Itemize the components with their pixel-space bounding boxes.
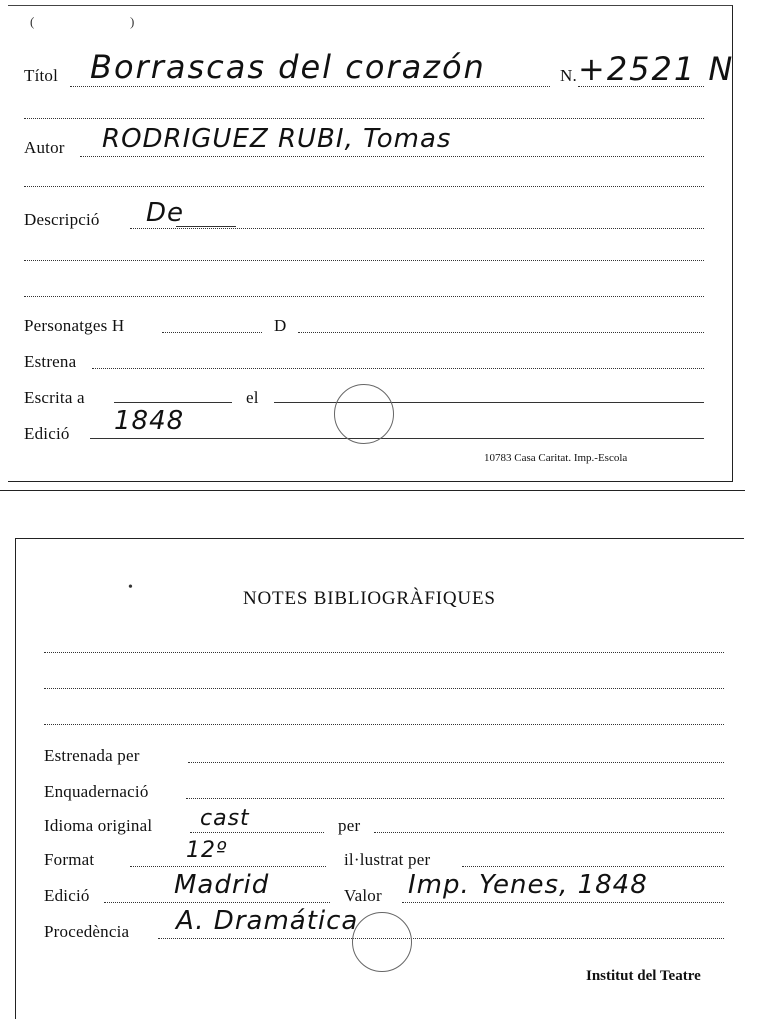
enquadernacio-line <box>186 798 724 799</box>
num-line <box>578 86 704 87</box>
valor-label: Valor <box>344 886 382 905</box>
personatges-d-label: D <box>274 316 287 335</box>
back-edicio-line <box>104 902 330 903</box>
blank-line <box>24 186 704 187</box>
blank-line <box>44 724 724 725</box>
escrita-line <box>114 402 232 403</box>
estrenada-line <box>188 762 724 763</box>
idioma-per-label: per <box>338 816 361 835</box>
escrita-label: Escrita a <box>24 388 85 407</box>
printer-footer: 10783 Casa Caritat. Imp.-Escola <box>484 452 628 464</box>
titol-value: Borrascas del corazón <box>90 48 486 86</box>
pen-stroke <box>176 226 236 227</box>
descripcio-value: De <box>146 198 185 228</box>
edicio-label: Edició <box>24 424 70 443</box>
stamp-circle <box>334 384 394 444</box>
institut-brand: Institut del Teatre <box>586 968 701 984</box>
corner-mark: ( <box>30 14 35 29</box>
notes-title: NOTES BIBLIOGRÀFIQUES <box>243 588 496 609</box>
personatges-d-line <box>298 332 704 333</box>
estrenada-label: Estrenada per <box>44 746 140 765</box>
corner-mark: ) <box>130 14 135 29</box>
num-value: +2521 N <box>578 50 735 88</box>
blank-line <box>24 118 704 119</box>
blank-line <box>44 652 724 653</box>
personatges-label: Personatges H <box>24 316 125 335</box>
idioma-line <box>190 832 324 833</box>
back-edicio-label: Edició <box>44 886 90 905</box>
valor-line <box>402 902 724 903</box>
valor-value: Imp. Yenes, 1848 <box>408 870 648 900</box>
escrita-el-label: el <box>246 388 259 407</box>
blank-line <box>44 688 724 689</box>
enquadernacio-label: Enquadernació <box>44 782 149 801</box>
blank-line <box>24 260 704 261</box>
format-value: 12º <box>186 838 228 863</box>
back-edicio-value: Madrid <box>174 870 270 900</box>
autor-line <box>80 156 704 157</box>
edicio-line <box>90 438 704 439</box>
format-line <box>130 866 326 867</box>
personatges-h-line <box>162 332 262 333</box>
procedencia-line <box>158 938 724 939</box>
blank-line <box>24 296 704 297</box>
edicio-value: 1848 <box>114 406 185 436</box>
titol-line <box>70 86 550 87</box>
autor-label: Autor <box>24 138 65 157</box>
ink-dot: • <box>128 580 133 595</box>
idioma-per-line <box>374 832 724 833</box>
descripcio-label: Descripció <box>24 210 100 229</box>
procedencia-value: A. Dramática <box>176 906 359 936</box>
stamp-circle <box>352 912 412 972</box>
format-label: Format <box>44 850 95 869</box>
procedencia-label: Procedència <box>44 922 130 941</box>
autor-value: RODRIGUEZ RUBI, Tomas <box>102 124 452 154</box>
idioma-value: cast <box>200 806 250 831</box>
idioma-label: Idioma original <box>44 816 153 835</box>
num-label: N. <box>560 66 577 85</box>
titol-label: Títol <box>24 66 59 85</box>
card-separator <box>0 490 745 491</box>
estrena-line <box>92 368 704 369</box>
illustrat-line <box>462 866 724 867</box>
illustrat-label: il·lustrat per <box>344 850 431 869</box>
descripcio-line <box>130 228 704 229</box>
estrena-label: Estrena <box>24 352 77 371</box>
